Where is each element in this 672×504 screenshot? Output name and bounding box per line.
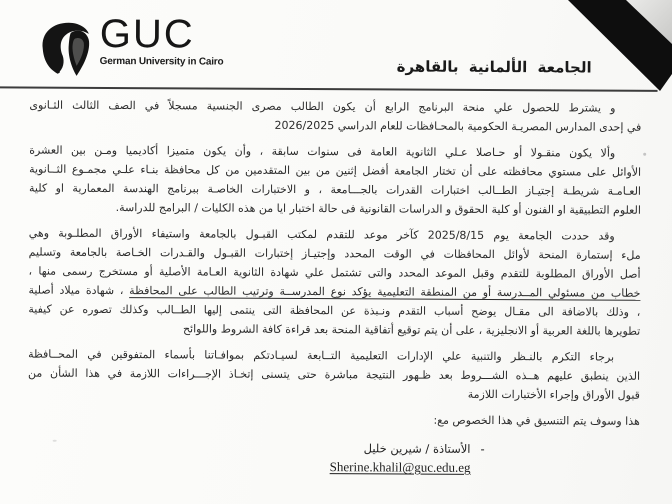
document-body — [28, 96, 642, 479]
document-title: الجامعة الألمانية بالقاهرة — [396, 57, 592, 77]
paragraph-line: العلوم التطبيقية او الفنون أو كلية الحقوق و الدراسات القانونية فى حالة اختبار ايا من هذه الكليات / البرامج للدراسة. — [115, 201, 641, 217]
guc-logo — [34, 13, 224, 82]
guc-logo-icon — [34, 19, 96, 81]
coordination-note: هذا وسوف يتم التنسيق في هذا الخصوص مع: — [433, 413, 640, 428]
paragraph-line: ، وذلك بالاضافة الى مقـال يوضح أسباب التقدم ونـبذة عن المحافظة التى ينتمى إليها الطــالب وكذلك تصوره عن كيفية — [28, 302, 641, 319]
paragraph-line: الذين ينطبق عليهم هــذه الشـــروط بعد ظـهور النتيجة مباشرة حتى يتسنى إتخـاذ الإجـــراءات اللازمة في هذا الشأن من — [28, 366, 641, 383]
contact-name-text: الأستاذة / شيرين خليل — [363, 441, 471, 456]
paragraph-line: ملء إستمارة المنحة لأوائل المحافظات في الوقت المحدد وإجتيـاز إختبارات القبـول والقـدرات الخـاصة بالجامعة وتسليم — [28, 245, 641, 262]
paragraph-line: قبول الأوراق وإجراء الأختبارات اللازمة — [467, 387, 640, 402]
dash-bullet: - — [480, 441, 485, 456]
logo-subtitle: German University in Cairo — [99, 55, 224, 68]
paragraph-line: وقد حددت الجامعة يوم 2025/8/15 كآخر موعد للتقدم لمكتب القبـول بالجامعة واستيفاء الأوراق المطلـوبة وهي — [28, 226, 615, 243]
paragraph-line: أصل الأوراق المطلوبة للتقدم وقبل الموعد المحدد والتى تشتمل علي شهادة الثانوية العـامة الأصلية أو مستخرج رسمى منها ، — [28, 264, 641, 281]
paragraph-conditions — [29, 141, 641, 220]
header-divider — [0, 86, 658, 91]
paragraph-line: تطويرها باللغة العربية أو الانجليزية ، على أن يتم توقيع أتفاقية المنحة بعد قراءة كافة الشروط واللوائح — [182, 322, 641, 338]
paragraph-line-rest: ، شهادة ميلاد أصلية — [28, 283, 130, 298]
paragraph-line: في إحدى المدارس المصريـة الحكومية بالمحـافظات للعام الدراسي 2026/2025 — [274, 118, 642, 134]
paragraph-deadline-documents — [28, 224, 641, 341]
paragraph-line: الأوائل على مستوي محافظته على أن تختار الجامعة أفضل إثنين من بين المتقدمين من كل محافظة بنـاء علـي مجمـوع الثــانوية — [29, 162, 642, 179]
paragraph-line: و يشترط للحصول علي منحة البرنامج الرابع أن يكون الطالب مصرى الجنسية مسجلاً في الصف الثالث الثـانوى — [29, 98, 616, 115]
scan-speck — [53, 440, 57, 442]
paragraph-line: العـامـة شريطـة إجتيـاز الطــالب اختبارات القدرات بالجـــامعة ، و الاختبارات الخاصـة ببرنامج الهندسة المعمارية او كلية — [28, 181, 642, 198]
paragraph-line: برجاء التكرم بالنـظر والتنبية علي الإدارات التعليمية التــابعة لسيـادتكم بموافـاتنا بأسماء المتفوقين في المحــافظة — [28, 347, 615, 364]
scan-speck — [643, 153, 646, 156]
guc-logo-text — [100, 13, 224, 68]
contact-email: Sherine.khalil@guc.edu.eg — [329, 459, 471, 475]
paragraph-eligibility — [29, 96, 641, 137]
logo-acronym: GUC — [99, 11, 195, 57]
paragraph-request — [28, 345, 640, 405]
paragraph-line: وألا يكون منقـولا أو حـاصلا عـلي الثانوية العامة فى سنوات سابقة ، وأن يكون متميزا أكاديميا ومـن بين العشرة — [29, 143, 616, 160]
underlined-requirement: خطاب من مسئولي المــدرسة أو من المنطقة التعليمية يؤكد نوع المدرســة وترتيب الطالب على المحافظة — [129, 284, 641, 300]
contact-name — [28, 438, 485, 458]
signature-block — [28, 438, 640, 479]
